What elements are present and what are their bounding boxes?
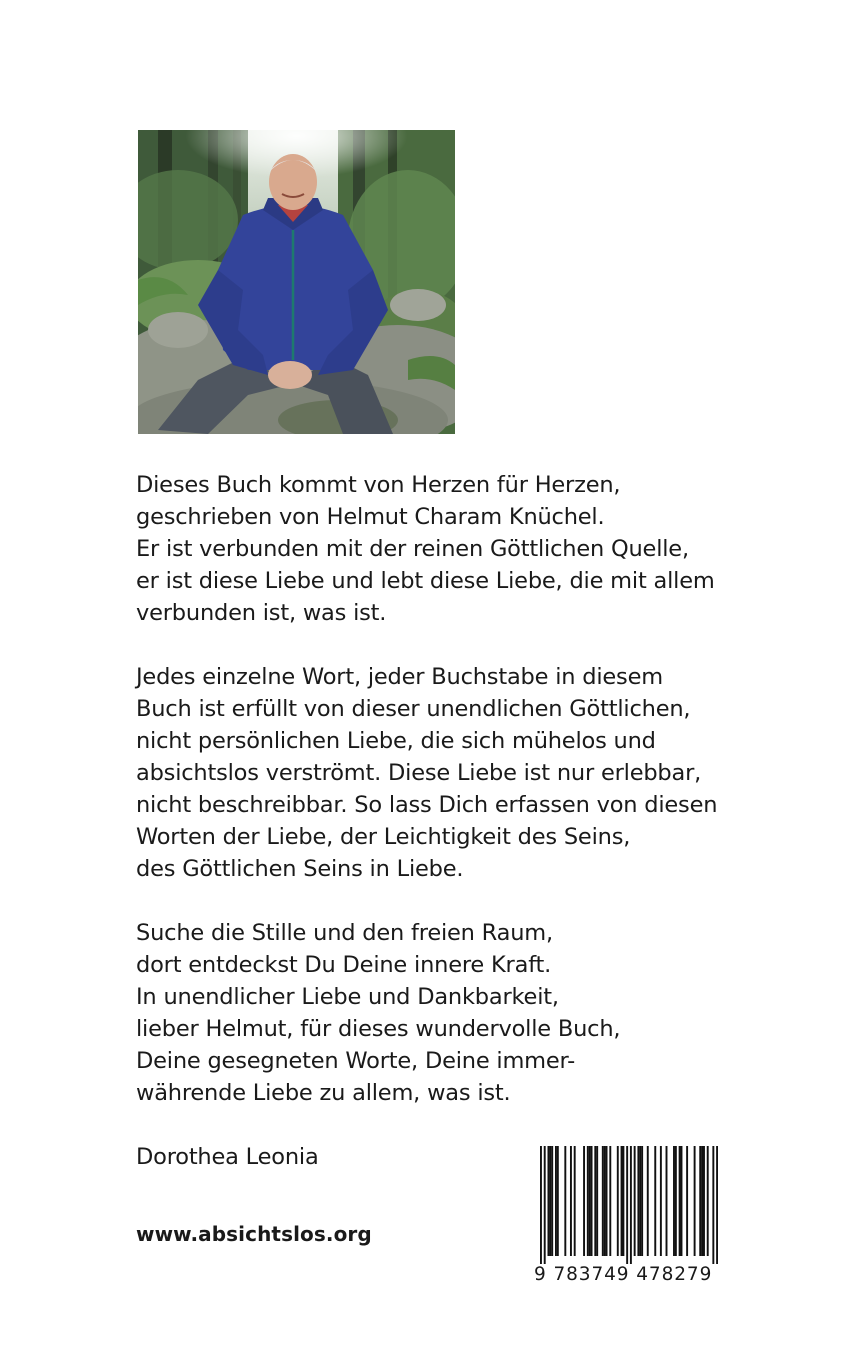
barcode-bar: [602, 1146, 604, 1256]
barcode-bar: [555, 1146, 557, 1256]
paragraph-1: [136, 469, 715, 629]
barcode-bar: [617, 1146, 619, 1256]
barcode-bar: [557, 1146, 559, 1256]
text-line: Worten der Liebe, der Leichtigkeit des Seins,: [136, 824, 631, 850]
text-line: In unendlicher Liebe und Dankbarkeit,: [136, 984, 559, 1010]
barcode-bar: [681, 1146, 683, 1256]
barcode-bar: [654, 1146, 656, 1256]
barcode-bar: [666, 1146, 668, 1256]
text-line: Deine gesegneten Worte, Deine immer-: [136, 1048, 576, 1074]
barcode-bar: [606, 1146, 608, 1256]
barcode-bar: [549, 1146, 551, 1256]
barcode-bar: [589, 1146, 591, 1256]
text-line: des Göttlichen Seins in Liebe.: [136, 856, 464, 882]
barcode-bar: [647, 1146, 649, 1256]
barcode-bar: [551, 1146, 553, 1256]
barcode-bar: [686, 1146, 688, 1256]
text-line: währende Liebe zu allem, was ist.: [136, 1080, 511, 1106]
text-line: dort entdeckst Du Deine innere Kraft.: [136, 952, 552, 978]
text-line: absichtslos verströmt. Diese Liebe ist nur erlebbar,: [136, 760, 702, 786]
barcode-bar: [570, 1146, 572, 1256]
text-line: nicht beschreibbar. So lass Dich erfassen von diesen: [136, 792, 718, 818]
barcode-bar: [596, 1146, 598, 1256]
text-line: Er ist verbunden mit der reinen Göttlichen Quelle,: [136, 536, 689, 562]
barcode-bar: [639, 1146, 641, 1256]
barcode-bar: [594, 1146, 596, 1256]
text-line: Suche die Stille und den freien Raum,: [136, 920, 553, 946]
barcode-bar: [540, 1146, 542, 1264]
text-line: lieber Helmut, für dieses wundervolle Buch,: [136, 1016, 621, 1042]
text-line: Dieses Buch kommt von Herzen für Herzen,: [136, 472, 621, 498]
text-line: Jedes einzelne Wort, jeder Buchstabe in diesem: [136, 664, 663, 690]
barcode-bar: [707, 1146, 709, 1256]
barcode-bar: [694, 1146, 696, 1256]
barcode-bar: [626, 1146, 628, 1264]
barcode-bar: [604, 1146, 606, 1256]
barcode-bar: [609, 1146, 611, 1256]
barcode-bar: [673, 1146, 675, 1256]
text-line: er ist diese Liebe und lebt diese Liebe, die mit allem: [136, 568, 715, 594]
paragraph-2: [136, 661, 717, 885]
paragraph-3: [136, 917, 620, 1109]
text-line: Buch ist erfüllt von dieser unendlichen Göttlichen,: [136, 696, 691, 722]
isbn-number: 9 783749 478279: [534, 1264, 713, 1285]
barcode-bar: [547, 1146, 549, 1256]
barcode-bar: [660, 1146, 662, 1256]
website-url: www.absichtslos.org: [136, 1222, 372, 1246]
barcode-bar: [699, 1146, 701, 1256]
barcode-bar: [637, 1146, 639, 1256]
barcode-bar: [703, 1146, 705, 1256]
barcode-bar: [716, 1146, 718, 1264]
barcode-bar: [622, 1146, 624, 1256]
barcode-bar: [630, 1146, 632, 1264]
barcode-bar: [621, 1146, 623, 1256]
barcode-bar: [591, 1146, 593, 1256]
text-line: verbunden ist, was ist.: [136, 600, 387, 626]
barcode-bar: [679, 1146, 681, 1256]
text-line: nicht persönlichen Liebe, die sich mühelos und: [136, 728, 656, 754]
barcode-bar: [583, 1146, 585, 1256]
barcode-bar: [574, 1146, 576, 1256]
barcode-bar: [712, 1146, 714, 1264]
author-photo: [138, 130, 455, 434]
barcode-bar: [634, 1146, 636, 1256]
barcode-bar: [641, 1146, 643, 1256]
barcode-bar: [587, 1146, 589, 1256]
barcode-bar: [564, 1146, 566, 1256]
barcode-bar: [675, 1146, 677, 1256]
text-line: geschrieben von Helmut Charam Knüchel.: [136, 504, 605, 530]
barcode-bar: [701, 1146, 703, 1256]
signature: Dorothea Leonia: [136, 1144, 319, 1170]
barcode-bar: [544, 1146, 546, 1264]
